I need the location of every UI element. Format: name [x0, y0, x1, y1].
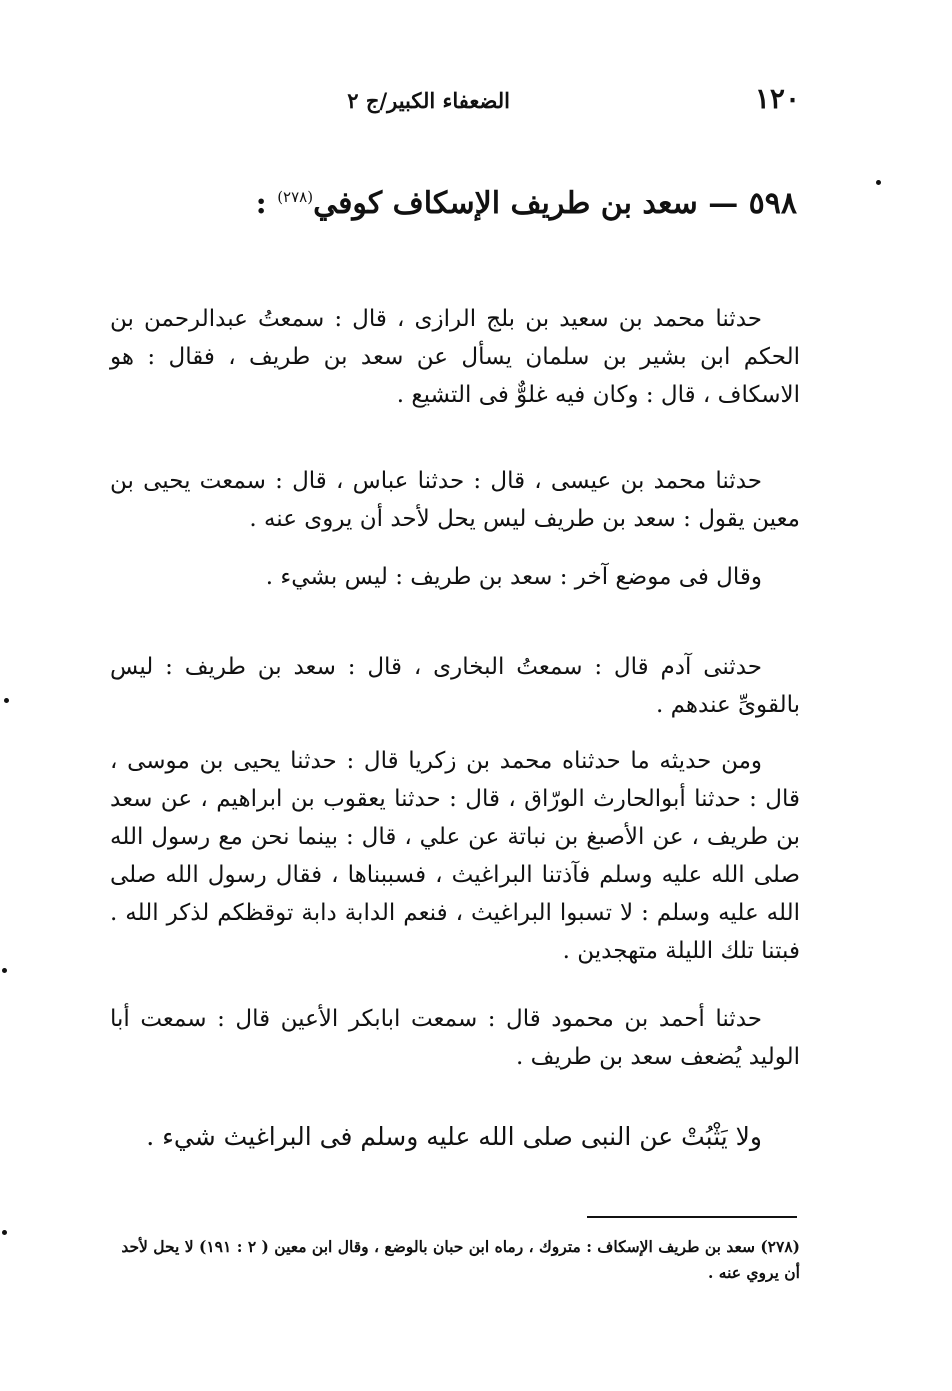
scan-speck: [2, 1230, 7, 1235]
paragraph-other-place: وقال فى موضع آخر : سعد بن طريف : ليس بشيء .: [265, 564, 762, 590]
footnote-separator: [587, 1216, 797, 1218]
paragraph-fleas-hadith: ومن حديثه ما حدثناه محمد بن زكريا قال : حدثنا يحيى بن موسى ، قال : حدثنا أبوالحارث الورّاق ، قال : حدثنا يعقوب بن ابراهيم ، عن سعد بن طريف ، عن الأصبغ بن نباتة عن علي ، قال : بينما نحن مع رسول الله صلى الله عليه وسلم فآذتنا البراغيث ، فسببناها ، فقال رسول الله صلى الله عليه وسلم : لا تسبوا البراغيث ، فنعم الدابة دابة توقظكم لذكر الله . فبتنا تلك الليلة متهجدين .: [110, 748, 800, 964]
page-header: [110, 82, 800, 122]
entry-heading: [256, 186, 797, 221]
paragraph-ibn-maeen: حدثنا محمد بن عيسى ، قال : حدثنا عباس ، قال : سمعت يحيى بن معين يقول : سعد بن طريف ليس يحل لأحد أن يروى عنه .: [110, 468, 800, 532]
paragraph-razi: حدثنا محمد بن سعيد بن بلج الرازى ، قال : سمعتُ عبدالرحمن بن الحكم ابن بشير بن سلمان يسأل عن سعد بن طريف ، فقال : هو الاسكاف ، قال : وكان فيه غلوٌّ فى التشيع .: [110, 306, 800, 408]
running-title: الضعفاء الكبير/ج ٢: [347, 88, 510, 113]
entry-colon: :: [255, 186, 267, 221]
scan-speck: [876, 180, 881, 185]
paragraph-conclusion: ولا يَثْبُتْ عن النبى صلى الله عليه وسلم فى البراغيث شيء .: [146, 1122, 762, 1151]
paragraph-abu-al-walid: حدثنا أحمد بن محمود قال : سمعت ابابكر الأعين قال : سمعت أبا الوليد يُضعف سعد بن طريف .: [110, 1006, 800, 1070]
page-number: ١٢٠: [754, 82, 800, 115]
scan-speck: [2, 968, 7, 973]
entry-dash: —: [708, 186, 739, 221]
scan-speck: [4, 698, 9, 703]
paragraph-bukhari: حدثنى آدم قال : سمعتُ البخارى ، قال : سعد بن طريف : ليس بالقوىِّ عندهم .: [110, 654, 800, 718]
entry-number: ٥٩٨: [748, 186, 797, 221]
entry-name: سعد بن طريف الإسكاف كوفي: [313, 186, 698, 221]
footnote-reference: (٢٧٨): [277, 188, 314, 206]
footnote: (٢٧٨) سعد بن طريف الإسكاف : متروك ، رماه ابن حبان بالوضع ، وقال ابن معين ( ٢ : ١٩١) لا يحل لأحد أن يروي عنه .: [121, 1237, 800, 1282]
